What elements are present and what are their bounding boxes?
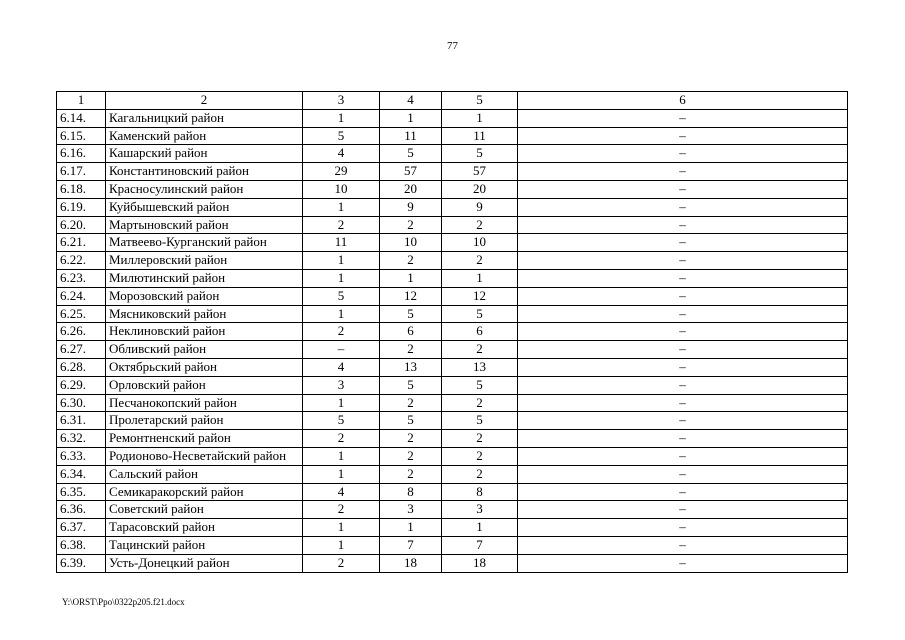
- value-col-6: –: [518, 234, 848, 252]
- value-col-5: 6: [442, 323, 518, 341]
- value-col-6: –: [518, 127, 848, 145]
- row-number: 6.29.: [57, 376, 106, 394]
- value-col-6: –: [518, 198, 848, 216]
- value-col-3: 2: [303, 323, 380, 341]
- table-row: [57, 536, 848, 554]
- value-col-3: 1: [303, 394, 380, 412]
- table-row: [57, 216, 848, 234]
- value-col-6: –: [518, 554, 848, 572]
- table-row: [57, 341, 848, 359]
- row-number: 6.25.: [57, 305, 106, 323]
- value-col-3: 10: [303, 180, 380, 198]
- value-col-4: 5: [380, 412, 442, 430]
- table-row: [57, 145, 848, 163]
- value-col-3: 1: [303, 109, 380, 127]
- value-col-5: 2: [442, 394, 518, 412]
- value-col-4: 18: [380, 554, 442, 572]
- district-name: Кашарский район: [106, 145, 303, 163]
- value-col-5: 3: [442, 501, 518, 519]
- table-row: [57, 163, 848, 181]
- table-row: [57, 554, 848, 572]
- value-col-3: 1: [303, 269, 380, 287]
- district-name: Кагальницкий район: [106, 109, 303, 127]
- value-col-4: 2: [380, 447, 442, 465]
- row-number: 6.31.: [57, 412, 106, 430]
- table-row: [57, 519, 848, 537]
- row-number: 6.23.: [57, 269, 106, 287]
- value-col-4: 1: [380, 269, 442, 287]
- value-col-4: 2: [380, 252, 442, 270]
- table-row: [57, 323, 848, 341]
- value-col-3: 1: [303, 305, 380, 323]
- value-col-5: 8: [442, 483, 518, 501]
- table-row: [57, 180, 848, 198]
- value-col-5: 2: [442, 341, 518, 359]
- value-col-4: 2: [380, 216, 442, 234]
- value-col-6: –: [518, 536, 848, 554]
- value-col-4: 2: [380, 341, 442, 359]
- row-number: 6.14.: [57, 109, 106, 127]
- value-col-5: 1: [442, 519, 518, 537]
- district-name: Семикаракорский район: [106, 483, 303, 501]
- value-col-6: –: [518, 483, 848, 501]
- district-name: Неклиновский район: [106, 323, 303, 341]
- value-col-6: –: [518, 447, 848, 465]
- district-name: Морозовский район: [106, 287, 303, 305]
- table-row: [57, 501, 848, 519]
- district-name: Орловский район: [106, 376, 303, 394]
- row-number: 6.17.: [57, 163, 106, 181]
- value-col-4: 2: [380, 394, 442, 412]
- row-number: 6.19.: [57, 198, 106, 216]
- value-col-4: 5: [380, 376, 442, 394]
- value-col-4: 8: [380, 483, 442, 501]
- district-name: Тарасовский район: [106, 519, 303, 537]
- value-col-5: 5: [442, 145, 518, 163]
- value-col-5: 18: [442, 554, 518, 572]
- value-col-6: –: [518, 269, 848, 287]
- value-col-6: –: [518, 180, 848, 198]
- value-col-4: 10: [380, 234, 442, 252]
- value-col-6: –: [518, 358, 848, 376]
- value-col-5: 2: [442, 430, 518, 448]
- value-col-3: 5: [303, 287, 380, 305]
- value-col-3: 4: [303, 145, 380, 163]
- value-col-3: 5: [303, 412, 380, 430]
- row-number: 6.24.: [57, 287, 106, 305]
- row-number: 6.38.: [57, 536, 106, 554]
- header-row: [57, 92, 848, 110]
- row-number: 6.37.: [57, 519, 106, 537]
- row-number: 6.27.: [57, 341, 106, 359]
- value-col-5: 5: [442, 412, 518, 430]
- file-path-footer: Y:\ORST\Ppo\0322p205.f21.docx: [62, 597, 185, 607]
- table-row: [57, 287, 848, 305]
- value-col-3: 1: [303, 536, 380, 554]
- row-number: 6.22.: [57, 252, 106, 270]
- value-col-6: –: [518, 252, 848, 270]
- value-col-3: 4: [303, 483, 380, 501]
- district-name: Октябрьский район: [106, 358, 303, 376]
- value-col-3: 1: [303, 198, 380, 216]
- table-row: [57, 376, 848, 394]
- row-number: 6.18.: [57, 180, 106, 198]
- table-row: [57, 447, 848, 465]
- table-row: [57, 465, 848, 483]
- value-col-5: 2: [442, 447, 518, 465]
- value-col-4: 7: [380, 536, 442, 554]
- value-col-4: 3: [380, 501, 442, 519]
- district-name: Ремонтненский район: [106, 430, 303, 448]
- value-col-6: –: [518, 145, 848, 163]
- row-number: 6.30.: [57, 394, 106, 412]
- table-row: [57, 305, 848, 323]
- value-col-6: –: [518, 109, 848, 127]
- value-col-5: 7: [442, 536, 518, 554]
- header-cell: 2: [106, 92, 303, 110]
- value-col-5: 2: [442, 252, 518, 270]
- value-col-3: 5: [303, 127, 380, 145]
- district-name: Мясниковский район: [106, 305, 303, 323]
- value-col-5: 10: [442, 234, 518, 252]
- header-cell: 1: [57, 92, 106, 110]
- value-col-3: 2: [303, 554, 380, 572]
- value-col-5: 5: [442, 376, 518, 394]
- table-row: [57, 269, 848, 287]
- district-name: Песчанокопский район: [106, 394, 303, 412]
- value-col-5: 57: [442, 163, 518, 181]
- value-col-3: 1: [303, 252, 380, 270]
- row-number: 6.21.: [57, 234, 106, 252]
- header-cell: 5: [442, 92, 518, 110]
- value-col-6: –: [518, 305, 848, 323]
- district-name: Пролетарский район: [106, 412, 303, 430]
- row-number: 6.15.: [57, 127, 106, 145]
- row-number: 6.20.: [57, 216, 106, 234]
- value-col-5: 20: [442, 180, 518, 198]
- value-col-4: 11: [380, 127, 442, 145]
- table-row: [57, 394, 848, 412]
- row-number: 6.33.: [57, 447, 106, 465]
- row-number: 6.39.: [57, 554, 106, 572]
- district-name: Сальский район: [106, 465, 303, 483]
- district-name: Куйбышевский район: [106, 198, 303, 216]
- district-name: Усть-Донецкий район: [106, 554, 303, 572]
- table-row: [57, 234, 848, 252]
- value-col-3: 11: [303, 234, 380, 252]
- value-col-6: –: [518, 465, 848, 483]
- value-col-3: 4: [303, 358, 380, 376]
- row-number: 6.26.: [57, 323, 106, 341]
- value-col-4: 12: [380, 287, 442, 305]
- value-col-3: 1: [303, 447, 380, 465]
- district-name: Советский район: [106, 501, 303, 519]
- district-name: Тацинский район: [106, 536, 303, 554]
- value-col-5: 12: [442, 287, 518, 305]
- value-col-4: 57: [380, 163, 442, 181]
- header-cell: 6: [518, 92, 848, 110]
- value-col-4: 5: [380, 305, 442, 323]
- value-col-4: 2: [380, 430, 442, 448]
- value-col-6: –: [518, 394, 848, 412]
- value-col-4: 5: [380, 145, 442, 163]
- value-col-5: 9: [442, 198, 518, 216]
- table-row: [57, 483, 848, 501]
- row-number: 6.35.: [57, 483, 106, 501]
- table-row: [57, 252, 848, 270]
- value-col-6: –: [518, 341, 848, 359]
- value-col-3: 1: [303, 519, 380, 537]
- table-row: [57, 127, 848, 145]
- row-number: 6.28.: [57, 358, 106, 376]
- value-col-6: –: [518, 376, 848, 394]
- value-col-3: –: [303, 341, 380, 359]
- value-col-5: 1: [442, 109, 518, 127]
- row-number: 6.34.: [57, 465, 106, 483]
- value-col-5: 1: [442, 269, 518, 287]
- row-number: 6.32.: [57, 430, 106, 448]
- value-col-6: –: [518, 323, 848, 341]
- value-col-6: –: [518, 287, 848, 305]
- value-col-5: 5: [442, 305, 518, 323]
- district-name: Милютинский район: [106, 269, 303, 287]
- value-col-6: –: [518, 163, 848, 181]
- district-name: Каменский район: [106, 127, 303, 145]
- table-row: [57, 198, 848, 216]
- value-col-6: –: [518, 216, 848, 234]
- value-col-5: 13: [442, 358, 518, 376]
- row-number: 6.36.: [57, 501, 106, 519]
- value-col-6: –: [518, 519, 848, 537]
- table-row: [57, 358, 848, 376]
- row-number: 6.16.: [57, 145, 106, 163]
- value-col-4: 2: [380, 465, 442, 483]
- value-col-3: 2: [303, 216, 380, 234]
- value-col-5: 11: [442, 127, 518, 145]
- header-cell: 4: [380, 92, 442, 110]
- value-col-4: 20: [380, 180, 442, 198]
- value-col-3: 29: [303, 163, 380, 181]
- district-name: Матвеево-Курганский район: [106, 234, 303, 252]
- district-table: [56, 91, 848, 573]
- district-name: Обливский район: [106, 341, 303, 359]
- value-col-4: 13: [380, 358, 442, 376]
- value-col-6: –: [518, 430, 848, 448]
- district-name: Константиновский район: [106, 163, 303, 181]
- value-col-4: 1: [380, 519, 442, 537]
- value-col-5: 2: [442, 465, 518, 483]
- value-col-6: –: [518, 412, 848, 430]
- value-col-4: 9: [380, 198, 442, 216]
- value-col-4: 6: [380, 323, 442, 341]
- district-name: Мартыновский район: [106, 216, 303, 234]
- page-number: 77: [447, 40, 458, 52]
- value-col-5: 2: [442, 216, 518, 234]
- value-col-3: 2: [303, 501, 380, 519]
- value-col-3: 2: [303, 430, 380, 448]
- table-row: [57, 430, 848, 448]
- district-name: Красносулинский район: [106, 180, 303, 198]
- table-row: [57, 109, 848, 127]
- district-name: Родионово-Несветайский район: [106, 447, 303, 465]
- value-col-6: –: [518, 501, 848, 519]
- header-cell: 3: [303, 92, 380, 110]
- district-name: Миллеровский район: [106, 252, 303, 270]
- table-row: [57, 412, 848, 430]
- value-col-4: 1: [380, 109, 442, 127]
- value-col-3: 1: [303, 465, 380, 483]
- value-col-3: 3: [303, 376, 380, 394]
